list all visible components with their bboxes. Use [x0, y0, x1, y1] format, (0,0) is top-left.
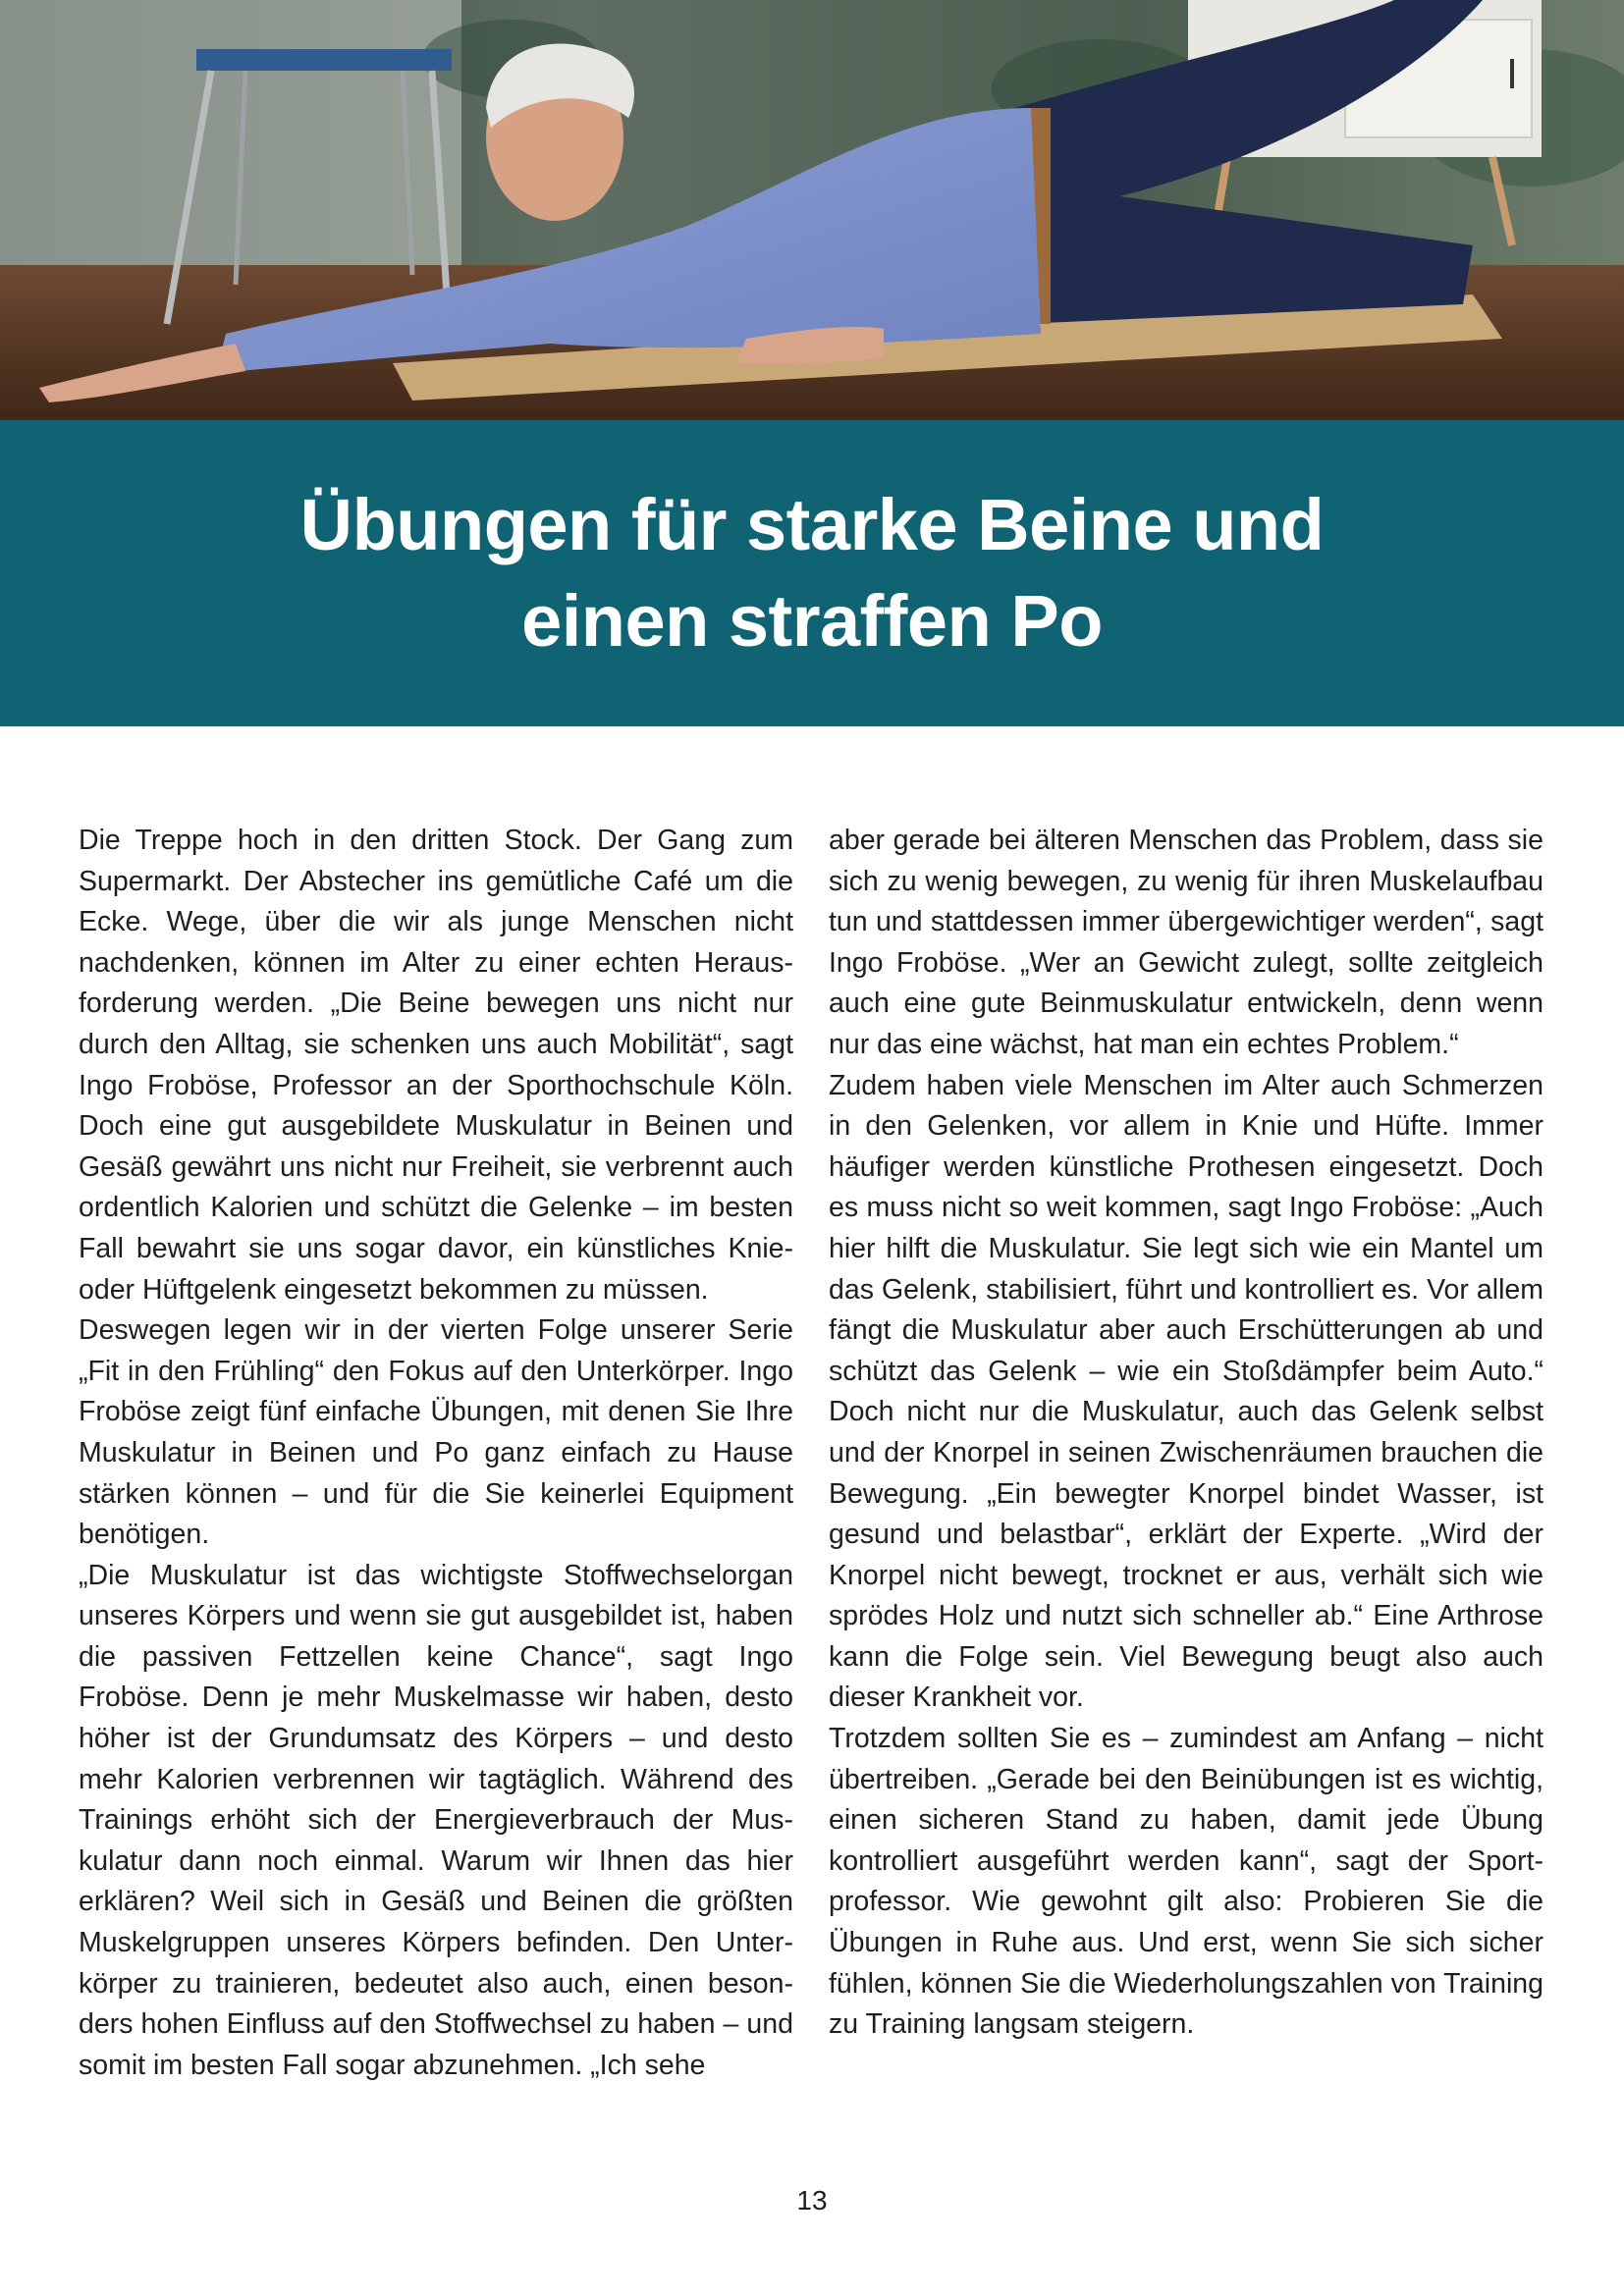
- paragraph: aber gerade bei älteren Menschen das Problem, dass sie sich zu wenig bewegen, zu wenig für ihren Muskelaufbau tun und stattdessen immer übergewichtiger werden“, sagt Ingo Froböse. „Wer an Gewicht zulegt, sollte zeitgleich auch eine gute Beinmuskulatur entwickeln, denn wenn nur das eine wächst, hat man ein echtes Problem.“: [829, 825, 1543, 1060]
- paragraph: „Die Muskulatur ist das wichtigste Stoffwechselorgan unseres Körpers und wenn sie gut ausgebildet ist, haben die passiven Fettzellen keine Chance“, sagt Ingo Froböse. Denn je mehr Muskelmasse wir haben, desto höher ist der Grundumsatz des Körpers – und desto mehr Kalorien verbrennen wir tagtäglich. Während des Trainings erhöht sich der Energieverbrauch der Muskulatur dann noch einmal. Warum wir Ihnen das hier erklären? Weil sich in Gesäß und Beinen die größten Muskelgruppen unseres Körpers befinden. Den Unterkörper zu trainieren, bedeutet also auch, einen besonders hohen Einfluss auf den Stoffwechsel zu haben – und somit im besten Fall sogar abzunehmen. „Ich sehe: [79, 1559, 793, 2081]
- hero-photo: [0, 0, 1624, 420]
- window-light: [0, 0, 461, 294]
- hero-illustration: [0, 0, 1624, 420]
- title-band: [0, 420, 1624, 726]
- paragraph: Die Treppe hoch in den dritten Stock. Der Gang zum Supermarkt. Der Abstecher ins gemütliche Café um die Ecke. Wege, über die wir als junge Menschen nicht nachdenken, können im Alter zu einer echten Herausforderung werden. „Die Beine bewegen uns nicht nur durch den Alltag, sie schenken uns auch Mobilität“, sagt Ingo Froböse, Professor an der Sporthochschule Köln. Doch eine gut ausgebildete Muskulatur in Beinen und Gesäß gewährt uns nicht nur Freiheit, sie verbrennt auch ordentlich Kalorien und schützt die Gelenke – im besten Fall bewahrt sie uns sogar davor, ein künstliches Knie- oder Hüftgelenk eingesetzt bekommen zu müssen.: [79, 825, 793, 1306]
- right-column: [829, 821, 1543, 2046]
- paragraph: Zudem haben viele Menschen im Alter auch Schmerzen in den Gelenken, vor allem in Knie und Hüfte. Immer häufiger werden künstliche Prothesen eingesetzt. Doch es muss nicht so weit kommen, sagt Ingo Froböse: „Auch hier hilft die Muskulatur. Sie legt sich wie ein Mantel um das Gelenk, stabilisiert, führt und kontrolliert es. Vor allem fängt die Muskulatur aber auch Erschütterungen ab und schützt das Gelenk – wie ein Stoßdämpfer beim Auto.“ Doch nicht nur die Muskulatur, auch das Gelenk selbst und der Knorpel in seinen Zwischenräumen brauchen die Bewegung. „Ein bewegter Knorpel bindet Wasser, ist gesund und belastbar“, erklärt der Experte. „Wird der Knorpel nicht bewegt, trocknet er aus, verhält sich wie sprödes Holz und nutzt sich schneller ab.“ Eine Arthrose kann die Folge sein. Viel Bewegung beugt also auch dieser Krankheit vor.: [829, 1069, 1543, 1714]
- page-title: [300, 477, 1325, 669]
- paragraph: Trotzdem sollten Sie es – zumindest am Anfang – nicht übertreiben. „Gerade bei den Beinübungen ist es wichtig, einen sicheren Stand zu haben, damit jede Übung kontrolliert ausgeführt werden kann“, sagt der Sportprofessor. Wie gewohnt gilt also: Probieren Sie die Übungen in Ruhe aus. Und erst, wenn Sie sich sicher fühlen, können Sie die Wiederholungszahlen von Training zu Training langsam steigern.: [829, 1723, 1543, 2041]
- page-number: 13: [796, 2185, 828, 2216]
- title-line-2: einen straffen Po: [521, 580, 1103, 662]
- title-line-1: Übungen für starke Beine und: [299, 484, 1325, 565]
- paragraph: Deswegen legen wir in der vierten Folge unserer Serie „Fit in den Frühling“ den Fokus auf den Unterkörper. Ingo Froböse zeigt fünf einfache Übungen, mit denen Sie Ihre Muskulatur in Beinen und Po ganz einfach zu Hause stärken können – und für die Sie keinerlei Equipment benötigen.: [79, 1314, 793, 1551]
- left-column: [79, 821, 793, 2086]
